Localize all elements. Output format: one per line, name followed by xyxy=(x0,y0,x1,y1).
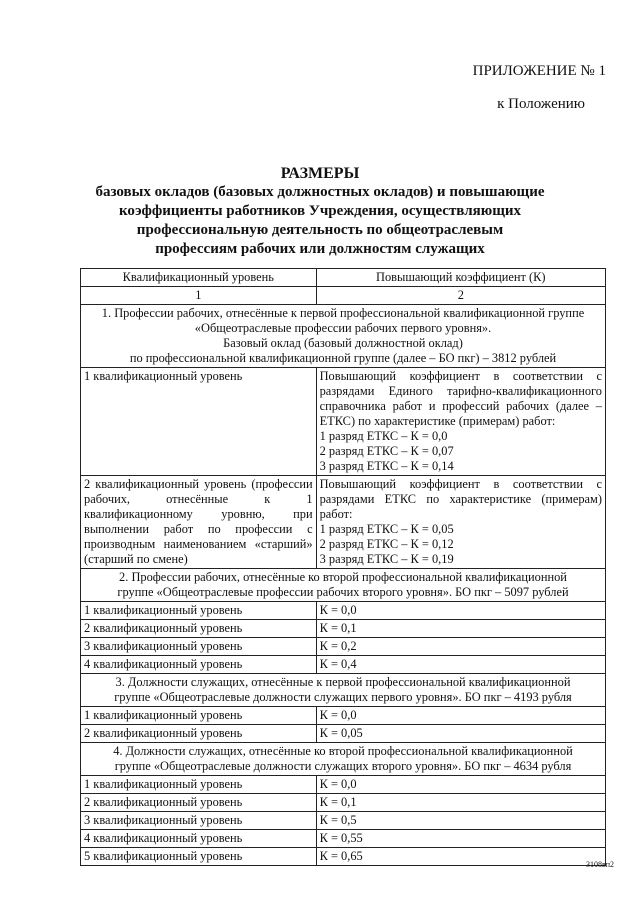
section-1-line-1: 1. Профессии рабочих, отнесённые к первой профессиональной квалификационной группе xyxy=(101,306,585,320)
coefficient-cell: К = 0,55 xyxy=(316,830,605,848)
coefficient-cell: К = 0,5 xyxy=(316,812,605,830)
coefficient-description: Повышающий коэффициент в соответствии с разрядами Единого тарифно-квалификационного справочника работ и профессий рабочих (далее – ЕТКС) по характеристике (примерам) работ: xyxy=(319,369,602,428)
section-1-header xyxy=(81,305,606,368)
coefficient-value: 2 разряд ЕТКС – К = 0,12 xyxy=(319,537,454,551)
coefficient-value: 3 разряд ЕТКС – К = 0,19 xyxy=(319,552,454,566)
level-cell: 1 квалификационный уровень xyxy=(81,368,317,476)
table-row xyxy=(81,656,606,674)
column-header-coefficient: Повышающий коэффициент (К) xyxy=(316,269,605,287)
coefficient-cell: К = 0,0 xyxy=(316,776,605,794)
title-line-2: базовых окладов (базовых должностных окладов) и повышающие xyxy=(95,184,545,200)
section-1-line-2: «Общеотраслевые профессии рабочих первого уровня». xyxy=(194,321,492,335)
section-2-line-1: 2. Профессии рабочих, отнесённые ко второй профессиональной квалификационной xyxy=(119,570,567,584)
section-2-line-2: группе «Общеотраслевые профессии рабочих второго уровня». БО пкг – 5097 рублей xyxy=(117,585,569,599)
table-row xyxy=(81,620,606,638)
section-1-line-4: по профессиональной квалификационной группе (далее – БО пкг) – 3812 рублей xyxy=(129,351,557,365)
table-row xyxy=(81,476,606,569)
document-title xyxy=(80,164,560,259)
title-line-3: коэффициенты работников Учреждения, осуществляющих xyxy=(118,203,522,219)
section-4-line-1: 4. Должности служащих, отнесённые ко второй профессиональной квалификационной xyxy=(113,744,573,758)
level-cell: 3 квалификационный уровень xyxy=(81,638,317,656)
table-row xyxy=(81,707,606,725)
table-row xyxy=(81,638,606,656)
table-header-row xyxy=(81,269,606,287)
level-cell: 4 квалификационный уровень xyxy=(81,656,317,674)
coefficient-cell xyxy=(316,476,605,569)
table-row xyxy=(81,830,606,848)
section-3-line-2: группе «Общеотраслевые должности служащих первого уровня». БО пкг – 4193 рубля xyxy=(114,690,572,704)
section-3-header xyxy=(81,674,606,707)
coefficient-cell xyxy=(316,368,605,476)
table-row xyxy=(81,848,606,866)
title-line-5: профессиям рабочих или должностям служащих xyxy=(155,241,485,257)
section-3-line-1: 3. Должности служащих, отнесённые к первой профессиональной квалификационной xyxy=(115,675,571,689)
coefficient-cell: К = 0,2 xyxy=(316,638,605,656)
level-cell: 2 квалификационный уровень xyxy=(81,725,317,743)
level-cell: 5 квалификационный уровень xyxy=(81,848,317,866)
table-row xyxy=(81,812,606,830)
table-row xyxy=(81,368,606,476)
section-4-line-2: группе «Общеотраслевые должности служащих второго уровня». БО пкг – 4634 рубля xyxy=(114,759,572,773)
coefficient-cell: К = 0,1 xyxy=(316,620,605,638)
coefficient-value: 3 разряд ЕТКС – К = 0,14 xyxy=(319,459,454,473)
level-cell: 2 квалификационный уровень xyxy=(81,620,317,638)
title-line-1: РАЗМЕРЫ xyxy=(280,165,360,182)
level-cell: 1 квалификационный уровень xyxy=(81,707,317,725)
table-row xyxy=(81,794,606,812)
section-4-header xyxy=(81,743,606,776)
coefficient-cell: К = 0,05 xyxy=(316,725,605,743)
table-row xyxy=(81,776,606,794)
coefficient-description: Повышающий коэффициент в соответствии с разрядами ЕТКС по характеристике (примерам) работ: xyxy=(319,477,602,521)
column-number-1: 1 xyxy=(81,287,317,305)
coefficient-cell: К = 0,0 xyxy=(316,707,605,725)
table-row xyxy=(81,602,606,620)
column-number-row xyxy=(81,287,606,305)
level-cell: 3 квалификационный уровень xyxy=(81,812,317,830)
section-1-line-3: Базовый оклад (базовый должностной оклад) xyxy=(223,336,463,350)
level-cell: 1 квалификационный уровень xyxy=(81,776,317,794)
level-cell: 2 квалификационный уровень xyxy=(81,794,317,812)
coefficient-cell: К = 0,1 xyxy=(316,794,605,812)
coefficient-value: 1 разряд ЕТКС – К = 0,0 xyxy=(319,429,448,443)
level-cell: 2 квалификационный уровень (профессии рабочих, отнесённые к 1 квалификационному уровню, при выполнении работ по профессии с производным наименованием «старший» (старший по смене) xyxy=(81,476,317,569)
coefficient-cell: К = 0,65 xyxy=(316,848,605,866)
column-number-2: 2 xyxy=(316,287,605,305)
level-cell: 1 квалификационный уровень xyxy=(81,602,317,620)
appendix-label: ПРИЛОЖЕНИЕ № 1 xyxy=(472,63,606,79)
to-regulation-label: к Положению xyxy=(497,96,585,112)
coefficient-value: 1 разряд ЕТКС – К = 0,05 xyxy=(319,522,454,536)
column-header-level: Квалификационный уровень xyxy=(81,269,317,287)
level-cell: 4 квалификационный уровень xyxy=(81,830,317,848)
salary-table xyxy=(80,268,606,866)
section-2-header xyxy=(81,569,606,602)
table-row xyxy=(81,725,606,743)
coefficient-cell: К = 0,0 xyxy=(316,602,605,620)
coefficient-cell: К = 0,4 xyxy=(316,656,605,674)
document-stamp: 3108вп2 xyxy=(585,860,614,869)
coefficient-value: 2 разряд ЕТКС – К = 0,07 xyxy=(319,444,454,458)
title-line-4: профессиональную деятельность по общеотраслевым xyxy=(136,222,504,238)
